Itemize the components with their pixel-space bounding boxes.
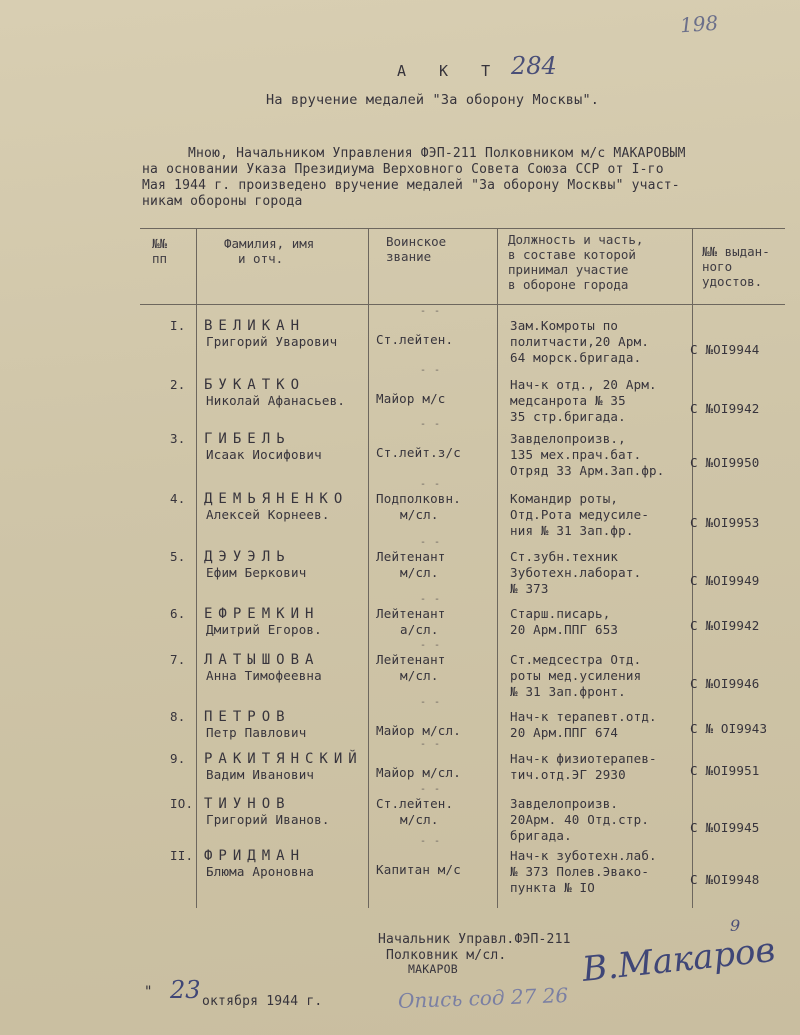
- row-dash-mark: - -: [420, 537, 442, 548]
- row-position: Зуботехн.лаборат.: [510, 565, 642, 580]
- row-rank: Капитан м/с: [376, 862, 461, 877]
- row-given-name: Николай Афанасьев.: [206, 393, 346, 408]
- row-rank: Подполковн.: [376, 491, 461, 506]
- row-surname: ДЭУЭЛЬ: [204, 549, 291, 565]
- row-certificate: С №OI9953: [690, 515, 760, 530]
- row-position: 20 Арм.ППГ 653: [510, 622, 619, 637]
- row-dash-mark: - -: [420, 594, 442, 605]
- row-number: II.: [170, 848, 194, 863]
- date-day: 23: [170, 976, 201, 1004]
- row-dash-mark: - -: [420, 419, 442, 430]
- row-given-name: Григорий Иванов.: [206, 812, 330, 827]
- date-quote-mark: ": [144, 984, 153, 1000]
- intro-line-3: Мая 1944 г. произведено вручение медалей "За оборону Москвы" участ-: [142, 178, 680, 193]
- date-rest: октября 1944 г.: [202, 994, 323, 1009]
- row-number: 4.: [170, 491, 186, 506]
- row-surname: ВЕЛИКАН: [204, 318, 306, 334]
- row-surname: ГИБЕЛЬ: [204, 431, 291, 447]
- row-position: пункта № IO: [510, 880, 595, 895]
- corner-mark: 9: [730, 916, 741, 935]
- row-number: 7.: [170, 652, 186, 667]
- header-name: Фамилия, имя и отч.: [224, 236, 315, 266]
- row-given-name: Алексей Корнеев.: [206, 507, 330, 522]
- document-title: А К Т: [397, 62, 503, 80]
- row-position: Нач-к зуботехн.лаб.: [510, 848, 657, 863]
- row-dash-mark: - -: [420, 697, 442, 708]
- row-dash-mark: - -: [420, 784, 442, 795]
- row-position: № 373 Полев.Эвако-: [510, 864, 650, 879]
- row-position: 20Арм. 40 Отд.стр.: [510, 812, 650, 827]
- row-certificate: С №OI9950: [690, 455, 760, 470]
- row-given-name: Анна Тимофеевна: [206, 668, 322, 683]
- row-given-name: Петр Павлович: [206, 725, 307, 740]
- signature-title-line: Начальник Управл.ФЭП-211: [378, 932, 571, 947]
- row-number: 5.: [170, 549, 186, 564]
- row-surname: ФРИДМАН: [204, 848, 306, 864]
- row-number: 8.: [170, 709, 186, 724]
- row-dash-mark: - -: [420, 836, 442, 847]
- header-position: Должность и часть, в составе которой принимал участие в обороне города: [508, 232, 644, 292]
- row-position: Нач-к физиотерапев-: [510, 751, 657, 766]
- row-given-name: Григорий Уварович: [206, 334, 338, 349]
- row-position: Нач-к терапевт.отд.: [510, 709, 657, 724]
- row-number: 3.: [170, 431, 186, 446]
- row-surname: БУКАТКО: [204, 377, 306, 393]
- row-position: Зам.Комроты по: [510, 318, 619, 333]
- row-position: тич.отд.ЭГ 2930: [510, 767, 626, 782]
- row-dash-mark: - -: [420, 306, 442, 317]
- row-position: Командир роты,: [510, 491, 619, 506]
- title-number: 284: [511, 52, 557, 80]
- row-given-name: Ефим Беркович: [206, 565, 307, 580]
- row-certificate: С №OI9945: [690, 820, 760, 835]
- row-dash-mark: - -: [420, 739, 442, 750]
- row-certificate: С №OI9951: [690, 763, 760, 778]
- row-position: № 31 Зап.фронт.: [510, 684, 626, 699]
- row-certificate: С №OI9942: [690, 618, 760, 633]
- row-number: I.: [170, 318, 186, 333]
- signature-surname: МАКАРОВ: [408, 962, 458, 976]
- row-position: бригада.: [510, 828, 572, 843]
- row-position: Отряд 33 Арм.Зап.фр.: [510, 463, 665, 478]
- row-surname: ЛАТЫШОВА: [204, 652, 320, 668]
- row-rank: Майор м/сл.: [376, 765, 461, 780]
- row-surname: ЕФРЕМКИН: [204, 606, 320, 622]
- row-position: роты мед.усиления: [510, 668, 642, 683]
- row-position: политчасти,20 Арм.: [510, 334, 650, 349]
- row-given-name: Исаак Иосифович: [206, 447, 322, 462]
- row-position: Нач-к отд., 20 Арм.: [510, 377, 657, 392]
- header-rank: Воинское звание: [386, 234, 447, 264]
- document-subtitle: На вручение медалей "За оборону Москвы".: [266, 92, 600, 108]
- row-given-name: Блюма Ароновна: [206, 864, 315, 879]
- row-position: медсанрота № 35: [510, 393, 626, 408]
- intro-line-1: Мною, Начальником Управления ФЭП-211 Полковником м/с МАКАРОВЫМ: [188, 146, 686, 161]
- row-number: IO.: [170, 796, 194, 811]
- row-number: 6.: [170, 606, 186, 621]
- row-dash-mark: - -: [420, 365, 442, 376]
- row-given-name: Дмитрий Егоров.: [206, 622, 322, 637]
- row-rank: Ст.лейтен.: [376, 796, 454, 811]
- row-number: 9.: [170, 751, 186, 766]
- row-rank: м/сл.: [400, 565, 439, 580]
- row-surname: РАКИТЯНСКИЙ: [204, 751, 363, 767]
- row-position: № 373: [510, 581, 549, 596]
- row-rank: Ст.лейтен.: [376, 332, 454, 347]
- row-position: Отд.Рота медусиле-: [510, 507, 650, 522]
- row-rank: Майор м/сл.: [376, 723, 461, 738]
- archive-note: Опись сод 27 26: [397, 983, 569, 1013]
- row-dash-mark: - -: [420, 640, 442, 651]
- row-position: Ст.зубн.техник: [510, 549, 619, 564]
- row-rank: а/сл.: [400, 622, 439, 637]
- row-dash-mark: - -: [420, 479, 442, 490]
- row-certificate: С №OI9949: [690, 573, 760, 588]
- row-given-name: Вадим Иванович: [206, 767, 315, 782]
- row-position: 64 морск.бригада.: [510, 350, 642, 365]
- row-certificate: С №OI9944: [690, 342, 760, 357]
- row-certificate: С №OI9946: [690, 676, 760, 691]
- signature-rank-line: Полковник м/сл.: [386, 948, 507, 963]
- row-position: 20 Арм.ППГ 674: [510, 725, 619, 740]
- row-surname: ТИУНОВ: [204, 796, 291, 812]
- row-rank: Лейтенант: [376, 606, 446, 621]
- row-rank: Майор м/с: [376, 391, 446, 406]
- row-surname: ДЕМЬЯНЕНКО: [204, 491, 349, 507]
- row-surname: ПЕТРОВ: [204, 709, 291, 725]
- row-rank: м/сл.: [400, 507, 439, 522]
- row-certificate: С №OI9942: [690, 401, 760, 416]
- row-position: 135 мех.прач.бат.: [510, 447, 642, 462]
- row-rank: м/сл.: [400, 812, 439, 827]
- row-position: ния № 31 Зап.фр.: [510, 523, 634, 538]
- row-number: 2.: [170, 377, 186, 392]
- intro-line-2: на основании Указа Президиума Верховного Совета Союза ССР от I-го: [142, 162, 664, 177]
- row-position: Завделопроизв.: [510, 796, 619, 811]
- row-position: Старш.писарь,: [510, 606, 611, 621]
- row-position: Ст.медсестра Отд.: [510, 652, 642, 667]
- intro-line-4: никам обороны города: [142, 194, 303, 209]
- row-rank: Лейтенант: [376, 549, 446, 564]
- row-rank: Лейтенант: [376, 652, 446, 667]
- row-rank: Ст.лейт.з/с: [376, 445, 461, 460]
- archive-number: 198: [679, 10, 719, 38]
- row-certificate: С №OI9948: [690, 872, 760, 887]
- header-certificate: №№ выдан- ного удостов.: [702, 244, 770, 289]
- row-rank: м/сл.: [400, 668, 439, 683]
- row-position: Завделопроизв.,: [510, 431, 626, 446]
- row-position: 35 стр.бригада.: [510, 409, 626, 424]
- handwritten-signature: В.Макаров: [580, 929, 778, 991]
- header-num: №№ пп: [152, 236, 168, 266]
- row-certificate: С № OI9943: [690, 721, 768, 736]
